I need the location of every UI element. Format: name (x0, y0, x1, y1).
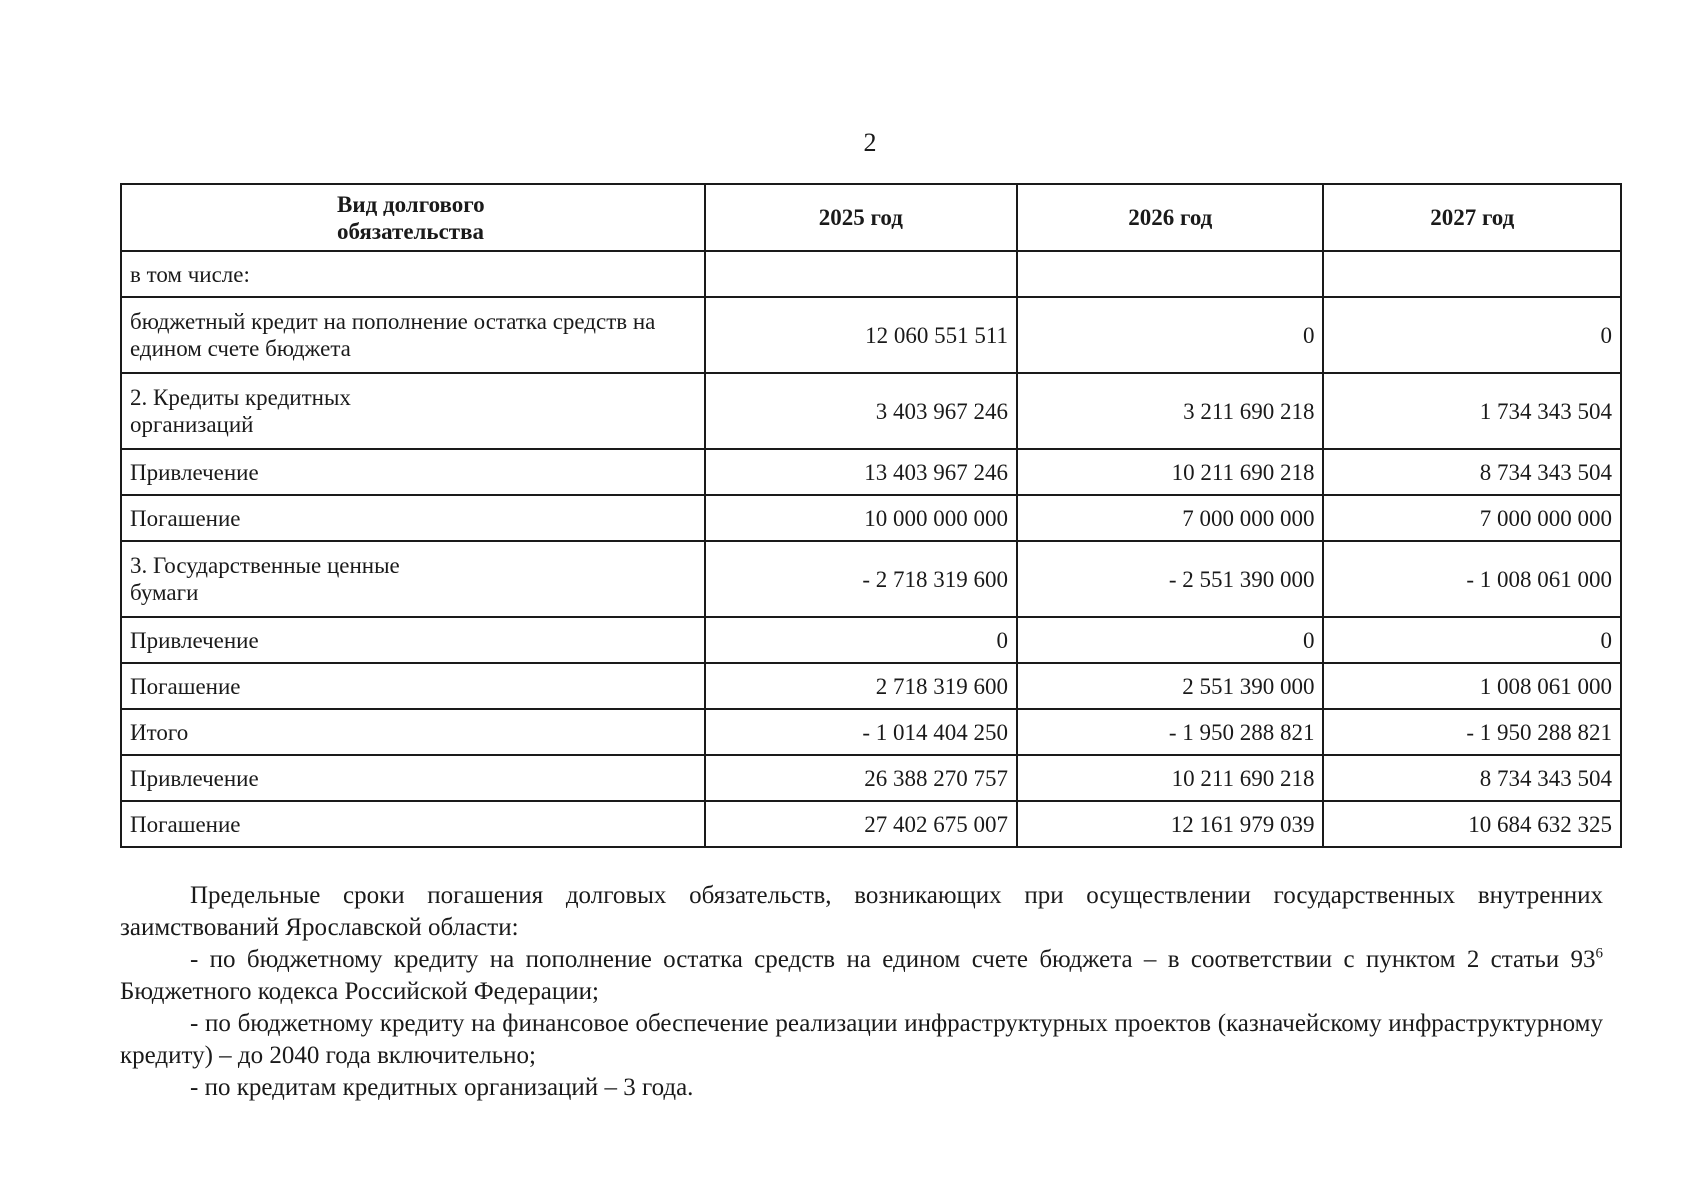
cell-2026: - 1 950 288 821 (1017, 709, 1323, 755)
cell-2027: 7 000 000 000 (1323, 495, 1621, 541)
header-debt-type-line2: обязательства (337, 218, 485, 244)
cell-2027: - 1 008 061 000 (1323, 541, 1621, 617)
header-debt-type (121, 184, 705, 251)
cell-2026: 2 551 390 000 (1017, 663, 1323, 709)
table-body (121, 251, 1621, 847)
cell-2026: 3 211 690 218 (1017, 373, 1323, 449)
article-superscript: 6 (1595, 945, 1603, 962)
cell-2026: 10 211 690 218 (1017, 449, 1323, 495)
cell-2027: 8 734 343 504 (1323, 449, 1621, 495)
table-row (121, 541, 1621, 617)
cell-2025: - 1 014 404 250 (705, 709, 1017, 755)
row-label: Привлечение (121, 617, 705, 663)
cell-2026 (1017, 251, 1323, 297)
cell-2027: 1 734 343 504 (1323, 373, 1621, 449)
cell-2025: 13 403 967 246 (705, 449, 1017, 495)
cell-2025: 3 403 967 246 (705, 373, 1017, 449)
cell-2025: - 2 718 319 600 (705, 541, 1017, 617)
cell-2026: 10 211 690 218 (1017, 755, 1323, 801)
cell-2027 (1323, 251, 1621, 297)
row-label: Погашение (121, 663, 705, 709)
table-row (121, 617, 1621, 663)
table-row (121, 663, 1621, 709)
cell-2025 (705, 251, 1017, 297)
row-label: Погашение (121, 495, 705, 541)
row-label: Погашение (121, 801, 705, 847)
header-2026: 2026 год (1017, 184, 1323, 251)
table-row (121, 449, 1621, 495)
cell-2025: 26 388 270 757 (705, 755, 1017, 801)
debt-obligations-table (120, 183, 1622, 848)
cell-2025: 10 000 000 000 (705, 495, 1017, 541)
cell-2026: 7 000 000 000 (1017, 495, 1323, 541)
table-row (121, 801, 1621, 847)
row-label: Привлечение (121, 449, 705, 495)
paragraph-budget-credit-text: - по бюджетному кредиту на пополнение остатка средств на едином счете бюджета – в соответствии с пунктом 2 статьи 93 (190, 946, 1596, 973)
paragraph-intro: Предельные сроки погашения долговых обязательств, возникающих при осуществлении государственных внутренних заимствований Ярославской области: (120, 882, 1603, 941)
cell-2025: 12 060 551 511 (705, 297, 1017, 373)
page-number: 2 (863, 128, 877, 157)
cell-2025: 27 402 675 007 (705, 801, 1017, 847)
cell-2027: 10 684 632 325 (1323, 801, 1621, 847)
cell-2026: 0 (1017, 617, 1323, 663)
cell-2027: 0 (1323, 617, 1621, 663)
cell-2027: 1 008 061 000 (1323, 663, 1621, 709)
paragraph-bank-credits: - по кредитам кредитных организаций – 3 года. (190, 1074, 694, 1101)
cell-2026: 0 (1017, 297, 1323, 373)
cell-2025: 0 (705, 617, 1017, 663)
cell-2026: 12 161 979 039 (1017, 801, 1323, 847)
table-row (121, 495, 1621, 541)
table-row (121, 709, 1621, 755)
row-label: Привлечение (121, 755, 705, 801)
cell-2027: - 1 950 288 821 (1323, 709, 1621, 755)
table-row (121, 297, 1621, 373)
cell-2027: 0 (1323, 297, 1621, 373)
header-2025: 2025 год (705, 184, 1017, 251)
row-label: бюджетный кредит на пополнение остатка средств на едином счете бюджета (121, 297, 705, 373)
paragraph-budget-credit (120, 944, 1603, 1008)
header-2027: 2027 год (1323, 184, 1621, 251)
paragraph-budget-credit-end: Бюджетного кодекса Российской Федерации; (120, 978, 599, 1005)
row-label: 2. Кредиты кредитных организаций (121, 373, 705, 449)
header-debt-type-line1: Вид долгового (337, 191, 485, 217)
cell-2026: - 2 551 390 000 (1017, 541, 1323, 617)
row-label: Итого (121, 709, 705, 755)
debt-terms-text (120, 880, 1603, 1104)
cell-2025: 2 718 319 600 (705, 663, 1017, 709)
table-header-row (121, 184, 1621, 251)
table-row (121, 373, 1621, 449)
table-row (121, 755, 1621, 801)
row-label: 3. Государственные ценные бумаги (121, 541, 705, 617)
paragraph-infrastructure-credit: - по бюджетному кредиту на финансовое обеспечение реализации инфраструктурных проектов (казначейскому инфраструктурному кредиту) – до 2040 года включительно; (120, 1010, 1603, 1069)
cell-2027: 8 734 343 504 (1323, 755, 1621, 801)
row-label: в том числе: (121, 251, 705, 297)
table-row (121, 251, 1621, 297)
